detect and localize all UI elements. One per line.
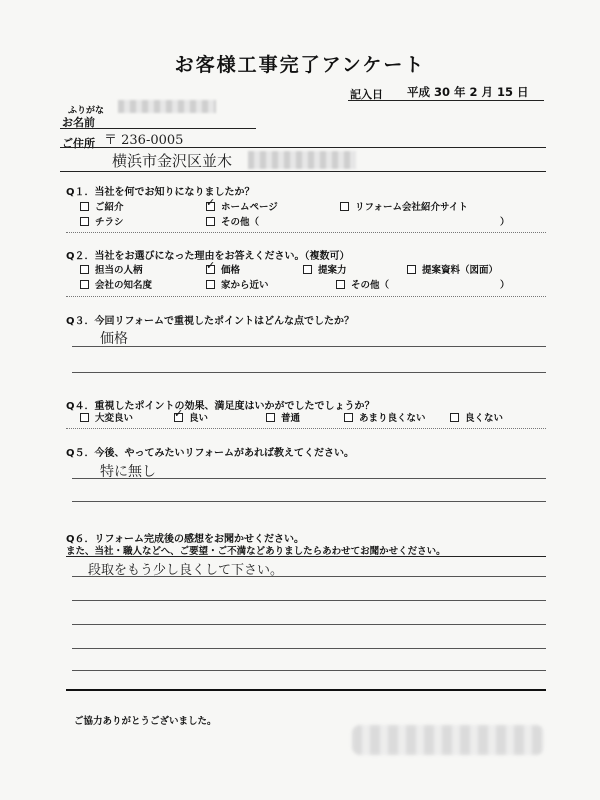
checkbox-icon: [206, 217, 215, 226]
q1-option-homepage[interactable]: ✓ ホームページ: [206, 199, 278, 213]
checkbox-icon: [336, 280, 345, 289]
name-label: お名前: [62, 116, 95, 129]
address-value: 横浜市金沢区並木: [112, 152, 233, 170]
address-underline-2: [60, 171, 546, 172]
checkbox-icon: [344, 413, 353, 422]
q4-option-very-good[interactable]: 大変良い: [80, 410, 133, 424]
company-stamp: [352, 725, 544, 755]
q6-answer-line-5: [72, 670, 546, 671]
address-underline-1: [60, 147, 546, 148]
q6-answer-line-3: [72, 624, 546, 625]
q1-option-portal-site[interactable]: リフォーム会社紹介サイト: [340, 199, 468, 213]
q6-question-underline: [66, 556, 546, 557]
q3-answer-line-1: [72, 346, 546, 347]
q3-answer: 価格: [100, 331, 128, 347]
checkbox-icon: [407, 265, 416, 274]
q2-option-price[interactable]: ✓ 価格: [206, 262, 240, 276]
checkbox-checked-icon: [206, 265, 215, 274]
q2-option-nearby[interactable]: 家から近い: [206, 277, 269, 291]
q5-answer: 特に無し: [100, 464, 156, 480]
q3-question: Q３．今回リフォームで重視したポイントはどんな点でしたか？: [66, 316, 355, 327]
form-bottom-border: [66, 689, 546, 691]
q2-option-reputation[interactable]: 会社の知名度: [80, 277, 152, 291]
q2-other-close: ）: [500, 280, 510, 291]
q5-question: Q５．今後、やってみたいリフォームがあれば教えてください。: [66, 448, 355, 459]
checkbox-icon: [303, 265, 312, 274]
redacted-furigana: [118, 100, 216, 113]
date-value: 平成 30 年 2 月 15 日: [407, 85, 529, 99]
q6-answer-line-4: [72, 648, 546, 649]
checkbox-icon: [266, 413, 275, 422]
q6-question-line1: Q６．リフォーム完成後の感想をお聞かせください。: [66, 534, 305, 545]
checkbox-icon: [450, 413, 459, 422]
checkbox-icon: [80, 280, 89, 289]
checkbox-icon: [80, 202, 89, 211]
q3-answer-line-2: [72, 372, 546, 373]
q2-option-proposal[interactable]: 提案力: [303, 262, 347, 276]
checkbox-icon: [206, 280, 215, 289]
q6-answer-line-1: [72, 576, 546, 577]
checkbox-icon: [80, 217, 89, 226]
postal-code: 〒 236-0005: [104, 133, 184, 148]
q2-option-other[interactable]: その他（: [336, 277, 389, 291]
q4-question: Q４．重視したポイントの効果、満足度はいかがでしたでしょうか？: [66, 401, 375, 412]
q2-option-materials[interactable]: 提案資料（図面）: [407, 262, 498, 276]
q1-option-flyer[interactable]: チラシ: [80, 214, 124, 228]
q4-option-bad[interactable]: 良くない: [450, 410, 503, 424]
q1-separator: [66, 232, 546, 233]
q4-option-good[interactable]: ✓ 良い: [174, 410, 208, 424]
redacted-address: [248, 151, 356, 169]
q2-question: Q２．当社をお選びになった理由をお答えください。（複数可）: [66, 251, 350, 262]
q6-answer-line-2: [72, 600, 546, 601]
q1-option-other[interactable]: その他（: [206, 214, 259, 228]
checkbox-checked-icon: [174, 413, 183, 422]
checkbox-icon: [340, 202, 349, 211]
q6-question-line2: また、当社・職人などへ、ご要望・ご不満などありましたらあわせてお聞かせください。: [66, 546, 446, 557]
q5-answer-line-1: [72, 478, 546, 479]
q1-question: Q１．当社を何でお知りになりましたか？: [66, 187, 255, 198]
q5-answer-line-2: [72, 501, 546, 502]
q4-option-not-very-good[interactable]: あまり良くない: [344, 410, 426, 424]
q1-other-close: ）: [500, 217, 510, 228]
date-underline: [348, 100, 544, 101]
form-title: お客様工事完了アンケート: [174, 54, 426, 76]
address-label: ご住所: [62, 137, 95, 150]
checkbox-checked-icon: [206, 202, 215, 211]
q4-option-average[interactable]: 普通: [266, 410, 300, 424]
furigana-label: ふりがな: [68, 106, 105, 116]
q2-option-staff[interactable]: 担当の人柄: [80, 262, 143, 276]
checkbox-icon: [80, 413, 89, 422]
q6-answer: 段取をもう少し良くして下さい。: [88, 563, 284, 578]
thanks-message: ご協力ありがとうございました。: [74, 716, 217, 727]
date-label: 記入日: [350, 88, 383, 101]
q1-option-referral[interactable]: ご紹介: [80, 199, 124, 213]
checkbox-icon: [80, 265, 89, 274]
q2-separator: [66, 296, 546, 297]
q4-separator: [66, 428, 546, 429]
